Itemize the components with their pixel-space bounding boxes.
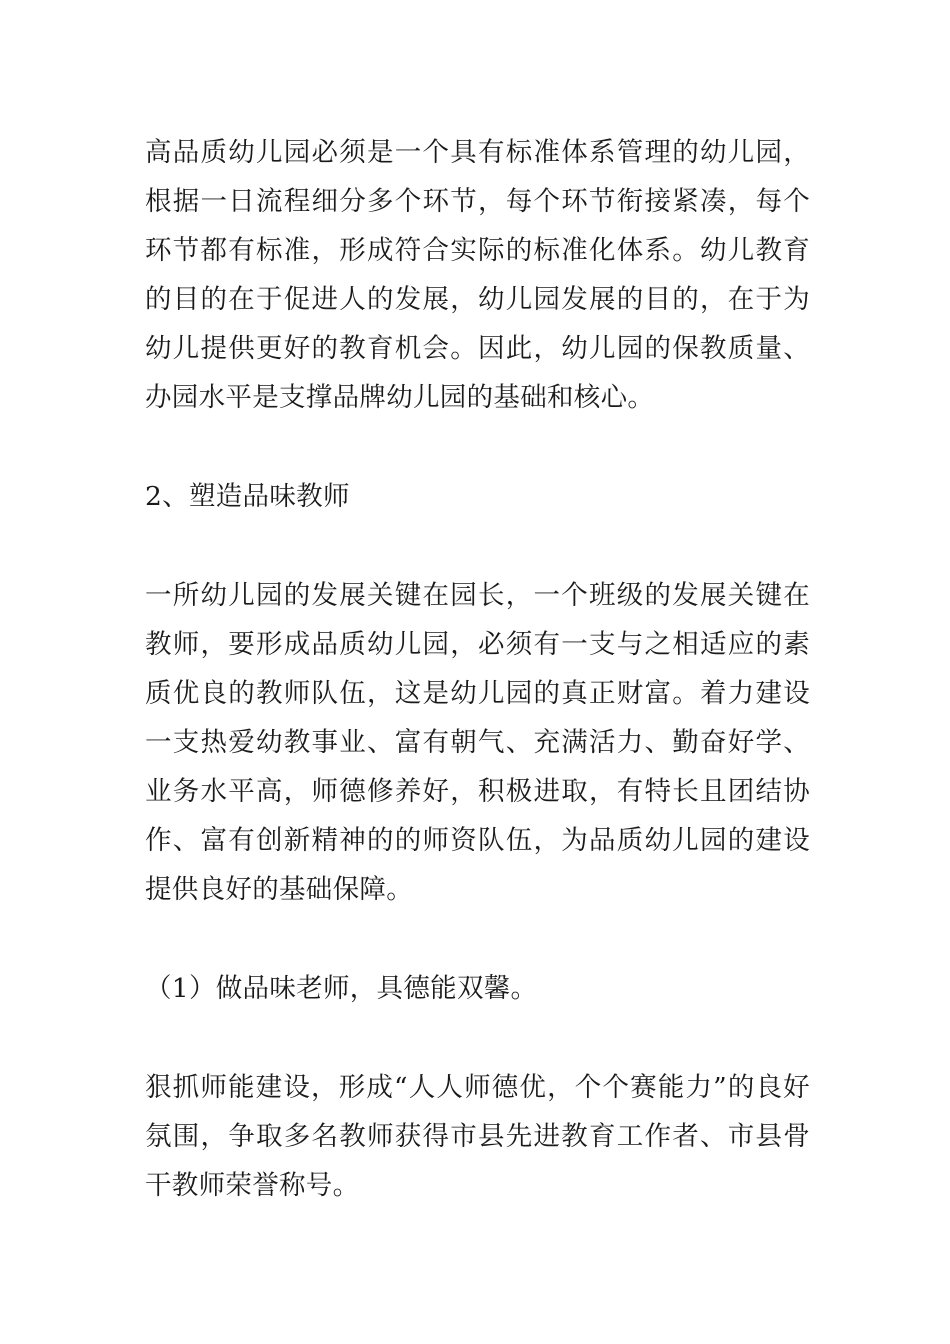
subsection-heading-virtue: （1）做品味老师，具德能双馨。 <box>145 973 538 1004</box>
paragraph-quality-kindergarten: 高品质幼儿园必须是一个具有标准体系管理的幼儿园，根据一日流程细分多个环节，每个环节衔接紧凑，每个环节都有标准，形成符合实际的标准化体系。幼儿教育的目的在于促进人的发展，幼儿园发展的目的，在于为幼儿提供更好的教育机会。因此，幼儿园的保教质量、办园水平是支撑品牌幼儿园的基础和核心。 <box>145 137 810 413</box>
paragraph-teacher-ability: 狠抓师能建设，形成“人人师德优，个个赛能力”的良好氛围，争取多名教师获得市县先进教育工作者、市县骨干教师荣誉称号。 <box>145 1072 810 1201</box>
section-heading-teachers: 2、塑造品味教师 <box>145 481 350 512</box>
paragraph-teacher-team: 一所幼儿园的发展关键在园长，一个班级的发展关键在教师，要形成品质幼儿园，必须有一支与之相适应的素质优良的教师队伍，这是幼儿园的真正财富。着力建设一支热爱幼教事业、富有朝气、充满活力、勤奋好学、业务水平高，师德修养好，积极进取，有特长且团结协作、富有创新精神的的师资队伍，为品质幼儿园的建设提供良好的基础保障。 <box>145 580 810 905</box>
